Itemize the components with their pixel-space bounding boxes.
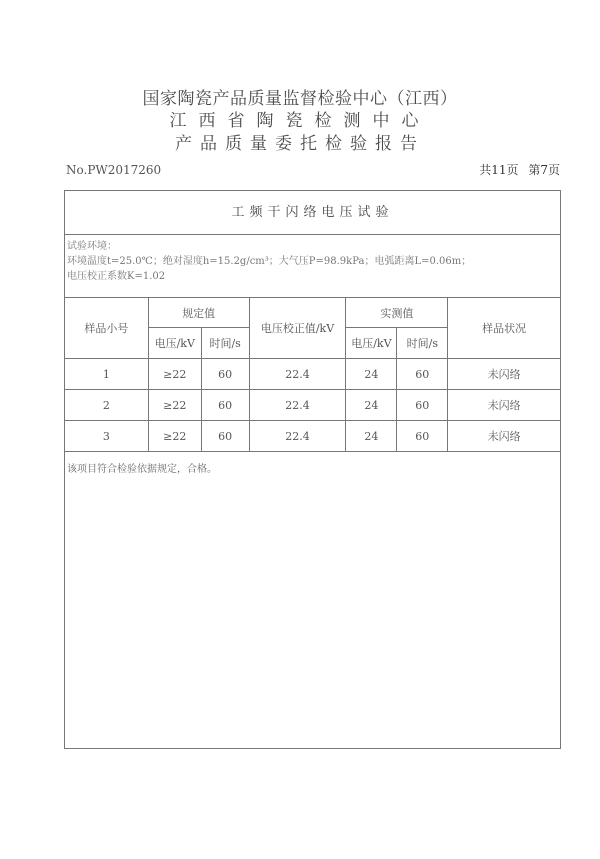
header-meas-time: 时间/s [397,328,448,359]
cell-corrected: 22.4 [249,390,346,421]
cell-spec-voltage: ≥22 [148,359,201,390]
header-report-title: 产品质量委托检验报告 [175,134,425,154]
cell-meas-time: 60 [397,421,448,452]
cell-status: 未闪络 [448,390,561,421]
page-info [473,161,560,178]
header-spec-time: 时间/s [201,328,249,359]
cell-meas-voltage: 24 [346,390,397,421]
header-corrected: 电压校正值/kV [249,298,346,359]
page-total: 共11页 [479,163,519,177]
report-frame [64,190,561,749]
table-row [65,390,561,421]
cell-corrected: 22.4 [249,359,346,390]
cell-meas-time: 60 [397,390,448,421]
header-center-name: 江西省陶瓷检测中心 [169,111,431,131]
cell-spec-time: 60 [201,390,249,421]
table-row [65,421,561,452]
header-meas-voltage: 电压/kV [346,328,397,359]
cell-sample: 3 [65,421,149,452]
environment-correction: 电压校正系数K=1.02 [67,271,166,282]
report-number: No.PW2017260 [66,163,162,177]
cell-spec-voltage: ≥22 [148,390,201,421]
cell-spec-time: 60 [201,359,249,390]
header-spec: 规定值 [148,298,249,328]
header-sample: 样品小号 [65,298,149,359]
header-spec-voltage: 电压/kV [148,328,201,359]
cell-spec-voltage: ≥22 [148,421,201,452]
cell-meas-time: 60 [397,359,448,390]
section-title: 工频干闪络电压试验 [65,191,560,235]
test-environment [67,239,471,284]
table-row [65,359,561,390]
page-current: 第7页 [528,163,560,177]
results-table [64,297,561,452]
cell-status: 未闪络 [448,359,561,390]
cell-meas-voltage: 24 [346,359,397,390]
header-measured: 实测值 [346,298,448,328]
header-status: 样品状况 [448,298,561,359]
header-org-name: 国家陶瓷产品质量监督检验中心（江西） [142,89,458,109]
cell-corrected: 22.4 [249,421,346,452]
cell-sample: 2 [65,390,149,421]
environment-conditions: 环境温度t=25.0℃；绝对湿度h=15.2g/cm³；大气压P=98.9kPa；电弧距离L=0.06m； [67,256,472,267]
cell-status: 未闪络 [448,421,561,452]
cell-sample: 1 [65,359,149,390]
environment-heading: 试验环境： [67,241,117,252]
conclusion-text: 该项目符合检验依据规定，合格。 [67,464,217,475]
cell-spec-time: 60 [201,421,249,452]
cell-meas-voltage: 24 [346,421,397,452]
